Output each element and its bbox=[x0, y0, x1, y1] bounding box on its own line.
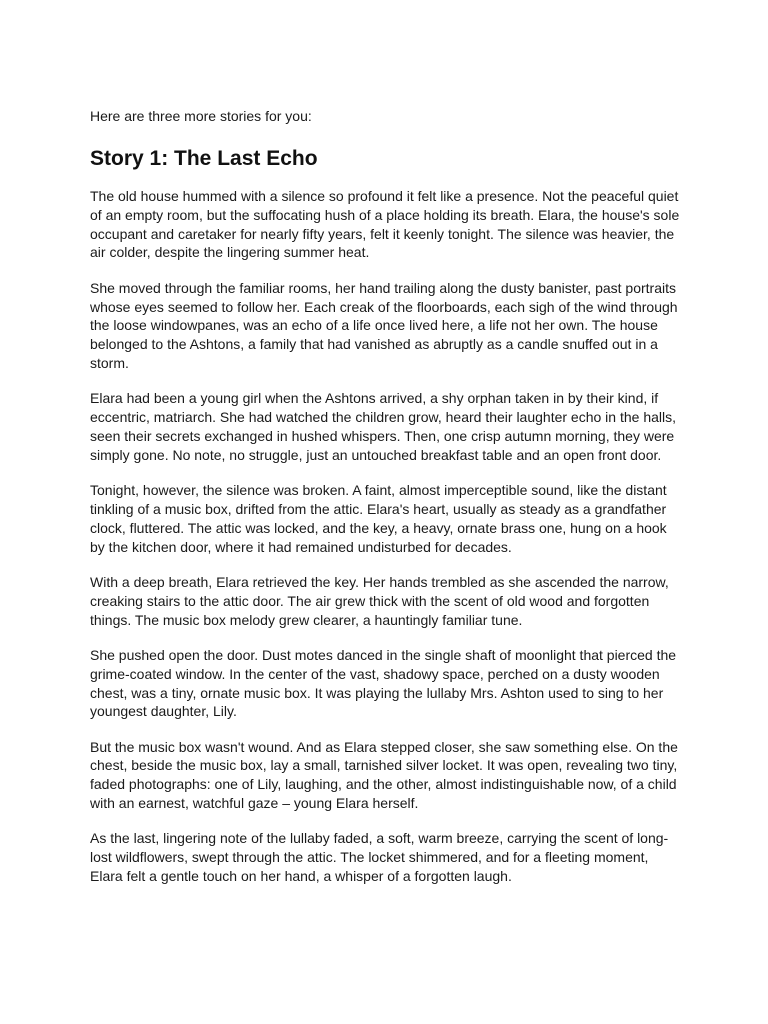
story-paragraph-2: She moved through the familiar rooms, her hand trailing along the dusty banister, past portraits whose eyes seemed to follow her. Each creak of the floorboards, each sigh of the wind through the loose windowpanes, was an echo of a life once lived here, a life not her own. The house belonged to the Ashtons, a family that had vanished as abruptly as a candle snuffed out in a storm. bbox=[90, 279, 678, 371]
story-paragraph-1: The old house hummed with a silence so profound it felt like a presence. Not the peaceful quiet of an empty room, but the suffocating hush of a place holding its breath. Elara, the house's sole occupant and caretaker for nearly fifty years, felt it keenly tonight. The silence was heavier, the air colder, despite the lingering summer heat. bbox=[90, 188, 680, 261]
story-paragraph-4: Tonight, however, the silence was broken. A faint, almost imperceptible sound, like the distant tinkling of a music box, drifted from the attic. Elara's heart, usually as steady as a grandfather clock, fluttered. The attic was locked, and the key, a heavy, ornate brass one, hung on a hook by the kitchen door, where it had remained undisturbed for decades. bbox=[90, 482, 667, 555]
story-title: Story 1: The Last Echo bbox=[90, 147, 318, 170]
intro-text: Here are three more stories for you: bbox=[90, 108, 312, 124]
story-paragraph-6: She pushed open the door. Dust motes danced in the single shaft of moonlight that pierced the grime-coated window. In the center of the vast, shadowy space, perched on a dusty wooden chest, was a tiny, ornate music box. It was playing the lullaby Mrs. Ashton used to sing to her youngest daughter, Lily. bbox=[90, 646, 677, 720]
story-paragraph-7: But the music box wasn't wound. And as Elara stepped closer, she saw something else. On the chest, beside the music box, lay a small, tarnished silver locket. It was open, revealing two tiny, faded photographs: one of Lily, laughing, and the other, almost indistinguishable now, of a child with an earnest, watchful gaze – young Elara herself. bbox=[90, 738, 678, 812]
story-paragraph-5: With a deep breath, Elara retrieved the key. Her hands trembled as she ascended the narrow, creaking stairs to the attic door. The air grew thick with the scent of old wood and forgotten things. The music box melody grew clearer, a hauntingly familiar tune. bbox=[90, 573, 669, 628]
story-paragraph-8: As the last, lingering note of the lullaby faded, a soft, warm breeze, carrying the scent of long-lost wildflowers, swept through the attic. The locket shimmered, and for a fleeting moment, Elara felt a gentle touch on her hand, a whisper of a forgotten laugh. bbox=[90, 830, 669, 885]
story-paragraph-3: Elara had been a young girl when the Ashtons arrived, a shy orphan taken in by their kind, if eccentric, matriarch. She had watched the children grow, heard their laughter echo in the halls, seen their secrets exchanged in hushed whispers. Then, one crisp autumn morning, they were simply gone. No note, no struggle, just an untouched breakfast table and an open front door. bbox=[90, 390, 676, 463]
